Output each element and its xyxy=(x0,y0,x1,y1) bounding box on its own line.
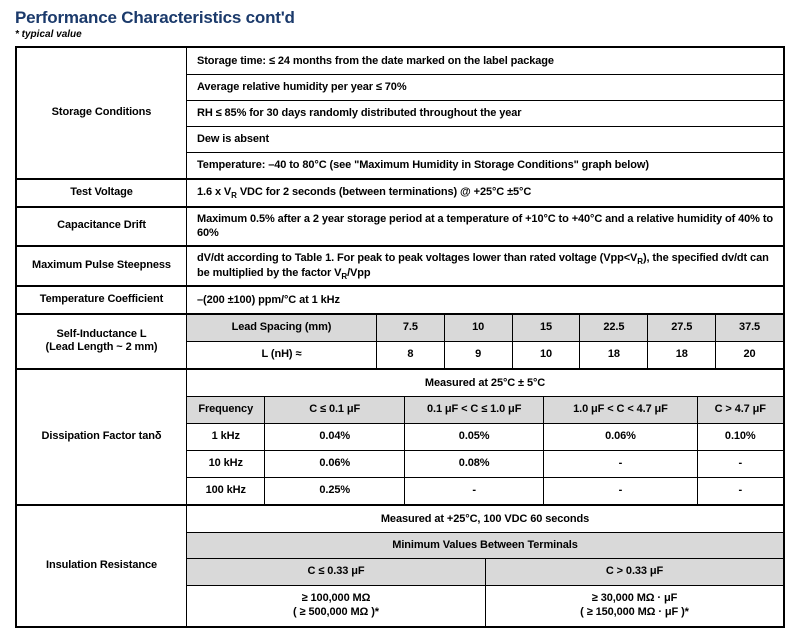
inductance-value: 20 xyxy=(715,342,783,368)
tan-delta-value: - xyxy=(543,451,696,477)
inductance-value: 18 xyxy=(579,342,647,368)
subscript-r: R xyxy=(341,271,348,281)
lead-spacing-value: 22.5 xyxy=(579,315,647,341)
capacitance-range-header: 0.1 μF < C ≤ 1.0 μF xyxy=(404,397,543,423)
tan-delta-value: - xyxy=(697,451,783,477)
insulation-value: ≥ 30,000 MΩ · μF ( ≥ 150,000 MΩ · μF )* xyxy=(485,586,783,626)
dissipation-factor-section xyxy=(17,368,783,504)
capacitance-range-header: C ≤ 0.1 μF xyxy=(264,397,403,423)
capacitance-drift-label: Capacitance Drift xyxy=(17,208,187,245)
temperature-coefficient-value: –(200 ±100) ppm/°C at 1 kHz xyxy=(197,293,340,306)
inductance-row-label: L (nH) ≈ xyxy=(261,348,302,361)
subscript-r: R xyxy=(231,191,237,201)
pulse-steepness-text: dV/dt according to Table 1. For peak to peak voltages lower than rated voltage $(Vpp<V_R)$, the specified dv/dt can be multiplied by the factor $V_R$/Vpp xyxy=(197,251,769,281)
performance-characteristics-table xyxy=(15,46,785,628)
lead-spacing-value: 15 xyxy=(512,315,580,341)
tan-delta-value: 0.06% xyxy=(543,424,696,450)
capacitance-range-header: C > 0.33 μF xyxy=(485,559,783,585)
inductance-value: 9 xyxy=(444,342,512,368)
frequency-header: Frequency xyxy=(198,403,254,416)
lead-spacing-value: 37.5 xyxy=(715,315,783,341)
subscript-r: R xyxy=(637,256,643,266)
frequency-label: 10 kHz xyxy=(208,457,243,470)
pulse-steepness-label: Maximum Pulse Steepness xyxy=(17,247,187,285)
capacitance-range-header: C > 4.7 μF xyxy=(697,397,783,423)
tan-delta-value: 0.08% xyxy=(404,451,543,477)
tan-delta-value: 0.04% xyxy=(264,424,403,450)
dissipation-header-row xyxy=(187,396,783,423)
dissipation-row-1khz xyxy=(187,423,783,450)
capacitance-range-header: C ≤ 0.33 μF xyxy=(307,565,365,578)
page-title: Performance Characteristics cont'd xyxy=(15,8,295,27)
lead-spacing-value: 10 xyxy=(444,315,512,341)
minimum-values-header: Minimum Values Between Terminals xyxy=(187,532,783,558)
insulation-capacitance-headers xyxy=(187,558,783,585)
frequency-label: 1 kHz xyxy=(211,430,240,443)
inductance-value-row xyxy=(187,341,783,368)
capacitance-range-header: 1.0 μF < C < 4.7 μF xyxy=(543,397,696,423)
dissipation-factor-label: Dissipation Factor tanδ xyxy=(17,370,187,504)
storage-conditions-rows xyxy=(187,48,783,178)
dissipation-row-100khz xyxy=(187,477,783,504)
test-voltage-text: 1.6 x $V_R$ VDC for 2 seconds (between terminations) @ +25°C ±5°C xyxy=(197,186,532,201)
pulse-steepness-section xyxy=(17,245,783,285)
self-inductance-label: Self-Inductance L (Lead Length ~ 2 mm) xyxy=(17,315,187,368)
tan-delta-value: 0.10% xyxy=(697,424,783,450)
storage-conditions-label: Storage Conditions xyxy=(17,48,187,178)
inductance-value: 18 xyxy=(647,342,715,368)
capacitance-drift-value: Maximum 0.5% after a 2 year storage period at a temperature of +10°C to +40°C and a relative humidity of 40% to 60% xyxy=(197,213,774,240)
insulation-value: ≥ 100,000 MΩ ( ≥ 500,000 MΩ )* xyxy=(293,592,379,618)
tan-delta-value: 0.25% xyxy=(264,478,403,504)
test-voltage-section xyxy=(17,178,783,206)
self-inductance-section xyxy=(17,313,783,368)
storage-item-1: Storage time: ≤ 24 months from the date marked on the label package xyxy=(197,54,554,67)
storage-conditions-section xyxy=(17,48,783,178)
inductance-value: 8 xyxy=(376,342,444,368)
typical-value-note: * typical value xyxy=(15,29,82,40)
tan-delta-value: - xyxy=(404,478,543,504)
tan-delta-value: 0.06% xyxy=(264,451,403,477)
lead-spacing-value: 7.5 xyxy=(376,315,444,341)
insulation-resistance-label: Insulation Resistance xyxy=(17,506,187,626)
temperature-coefficient-label: Temperature Coefficient xyxy=(17,287,187,313)
storage-item-4: Dew is absent xyxy=(187,126,783,152)
pulse-steepness-value xyxy=(187,247,783,285)
frequency-label: 100 kHz xyxy=(205,484,246,497)
lead-spacing-header: Lead Spacing (mm) xyxy=(231,321,332,334)
temperature-coefficient-section xyxy=(17,285,783,313)
tan-delta-value: 0.05% xyxy=(404,424,543,450)
insulation-resistance-section xyxy=(17,504,783,626)
dissipation-row-10khz xyxy=(187,450,783,477)
inductance-value: 10 xyxy=(512,342,580,368)
storage-item-5: Temperature: –40 to 80°C (see "Maximum Humidity in Storage Conditions" graph below) xyxy=(187,152,783,178)
dissipation-measured-note: Measured at 25°C ± 5°C xyxy=(424,376,546,389)
tan-delta-value: - xyxy=(543,478,696,504)
storage-item-3: RH ≤ 85% for 30 days randomly distributed throughout the year xyxy=(187,100,783,126)
capacitance-drift-section xyxy=(17,206,783,245)
lead-spacing-header-row xyxy=(187,315,783,341)
tan-delta-value: - xyxy=(697,478,783,504)
storage-item-2: Average relative humidity per year ≤ 70% xyxy=(187,74,783,100)
test-voltage-value xyxy=(187,180,783,206)
test-voltage-label: Test Voltage xyxy=(17,180,187,206)
insulation-values-row xyxy=(187,585,783,626)
insulation-measured-note: Measured at +25°C, 100 VDC 60 seconds xyxy=(380,512,590,525)
lead-spacing-value: 27.5 xyxy=(647,315,715,341)
